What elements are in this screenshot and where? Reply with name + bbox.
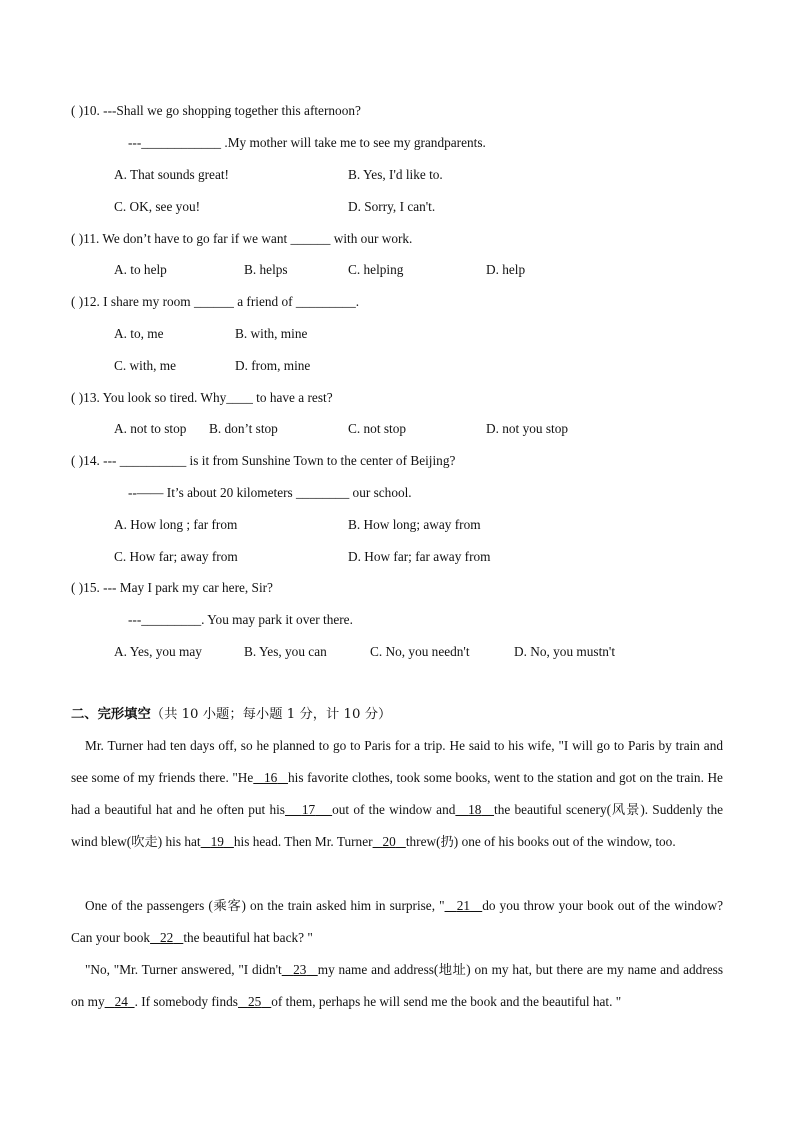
text-run: One of the passengers (乘客) on the train asked him in surprise, " xyxy=(85,898,445,913)
section-title: 二、完形填空 xyxy=(71,707,151,722)
text-run: his favorite clothes, took some books, went to the station and got on the train. He had a beautiful hat and he often put his xyxy=(71,770,723,817)
blank-19 xyxy=(201,834,234,849)
question-text: We don’t have to go far if we want ______ with our work. xyxy=(99,231,413,246)
question-10-dialog: ---____________ .My mother will take me to see my grandparents. xyxy=(128,135,486,150)
blank-24 xyxy=(105,994,135,1009)
option-a: A. That sounds great! xyxy=(114,167,229,182)
text-run: his head. Then Mr. Turner xyxy=(233,834,373,849)
option-d: D. not you stop xyxy=(486,421,569,436)
question-number: ( )11. xyxy=(71,231,100,246)
option-c: C. not stop xyxy=(348,421,406,436)
question-text: You look so tired. Why____ to have a rest? xyxy=(99,390,333,405)
cloze-paragraph-3 xyxy=(71,954,723,1018)
option-d: D. Sorry, I can't. xyxy=(348,199,436,214)
question-14-dialog: --—— It’s about 20 kilometers ________ our school. xyxy=(128,485,412,500)
blank-number: 23 xyxy=(293,962,307,977)
option-d: D. from, mine xyxy=(235,358,311,373)
text-run: my name and address(地址) on my hat, but there are my name and address on my xyxy=(71,962,724,1009)
section-subtitle: （共 10 小题；每小题 1 分，计 10 分） xyxy=(150,707,392,722)
option-a: A. to help xyxy=(114,262,167,277)
question-15-stem xyxy=(71,580,273,596)
blank-number: 17 xyxy=(301,802,316,817)
question-14-stem xyxy=(71,453,455,469)
question-11-stem xyxy=(71,231,412,247)
cloze-paragraph-2 xyxy=(71,890,723,954)
blank-number: 24 xyxy=(114,994,128,1009)
option-b: B. Yes, I'd like to. xyxy=(348,167,443,182)
blank-20 xyxy=(373,834,406,849)
question-number: ( )10. xyxy=(71,103,100,118)
question-12-stem xyxy=(71,294,359,310)
text-run: "No, "Mr. Turner answered, "I didn't xyxy=(85,962,282,977)
text-run: . If somebody finds xyxy=(134,994,238,1009)
text-run: the beautiful hat back? " xyxy=(183,930,313,945)
text-run: of them, perhaps he will send me the book and the beautiful hat. " xyxy=(271,994,622,1009)
option-b: B. with, mine xyxy=(235,326,308,341)
section-heading xyxy=(71,707,391,723)
option-a: A. to, me xyxy=(114,326,164,341)
question-10-stem xyxy=(71,103,361,119)
question-text: I share my room ______ a friend of _________. xyxy=(99,294,360,309)
blank-number: 21 xyxy=(456,898,471,913)
blank-number: 25 xyxy=(247,994,262,1009)
text-run: threw(扔) one of his books out of the window, too. xyxy=(405,834,676,849)
blank-number: 20 xyxy=(382,834,396,849)
option-d: D. How far; far away from xyxy=(348,549,491,564)
blank-18 xyxy=(455,802,494,817)
question-text: ---Shall we go shopping together this afternoon? xyxy=(99,103,361,118)
question-number: ( )13. xyxy=(71,390,100,405)
option-c: C. OK, see you! xyxy=(114,199,201,214)
option-a: A. Yes, you may xyxy=(114,644,202,659)
text-run: out of the window and xyxy=(332,802,456,817)
blank-number: 18 xyxy=(468,802,482,817)
blank-25 xyxy=(238,994,271,1009)
option-a: A. not to stop xyxy=(114,421,187,436)
option-a: A. How long ; far from xyxy=(114,517,238,532)
question-13-stem xyxy=(71,390,333,406)
question-15-dialog: ---_________. You may park it over there. xyxy=(128,612,353,627)
option-b: B. don’t stop xyxy=(209,421,278,436)
blank-23 xyxy=(282,962,318,977)
option-b: B. helps xyxy=(244,262,288,277)
cloze-paragraph-1 xyxy=(71,730,723,858)
question-text: --- May I park my car here, Sir? xyxy=(99,580,273,595)
option-c: C. with, me xyxy=(114,358,177,373)
text-run: do you throw your book out of the window? Can your book xyxy=(71,898,723,945)
blank-16 xyxy=(253,770,288,785)
blank-number: 22 xyxy=(160,930,174,945)
option-b: B. How long; away from xyxy=(348,517,481,532)
option-c: C. How far; away from xyxy=(114,549,238,564)
blank-21 xyxy=(445,898,483,913)
question-number: ( )15. xyxy=(71,580,100,595)
option-c: C. helping xyxy=(348,262,404,277)
option-d: D. No, you mustn't xyxy=(514,644,616,659)
blank-number: 19 xyxy=(210,834,224,849)
blank-22 xyxy=(150,930,183,945)
question-number: ( )14. xyxy=(71,453,100,468)
question-text: --- __________ is it from Sunshine Town to the center of Beijing? xyxy=(99,453,456,468)
option-d: D. help xyxy=(486,262,526,277)
text-run: Mr. Turner had ten days off, so he planned to go to Paris for a trip. He said to his wife, "I will go to Paris by train and see some of my friends there. "He xyxy=(71,738,723,785)
question-number: ( )12. xyxy=(71,294,100,309)
option-b: B. Yes, you can xyxy=(244,644,327,659)
blank-number: 16 xyxy=(263,770,278,785)
blank-17 xyxy=(285,802,332,817)
option-c: C. No, you needn't xyxy=(370,644,470,659)
text-run: the beautiful scenery(风景). Suddenly the wind blew(吹走) his hat xyxy=(71,802,724,849)
